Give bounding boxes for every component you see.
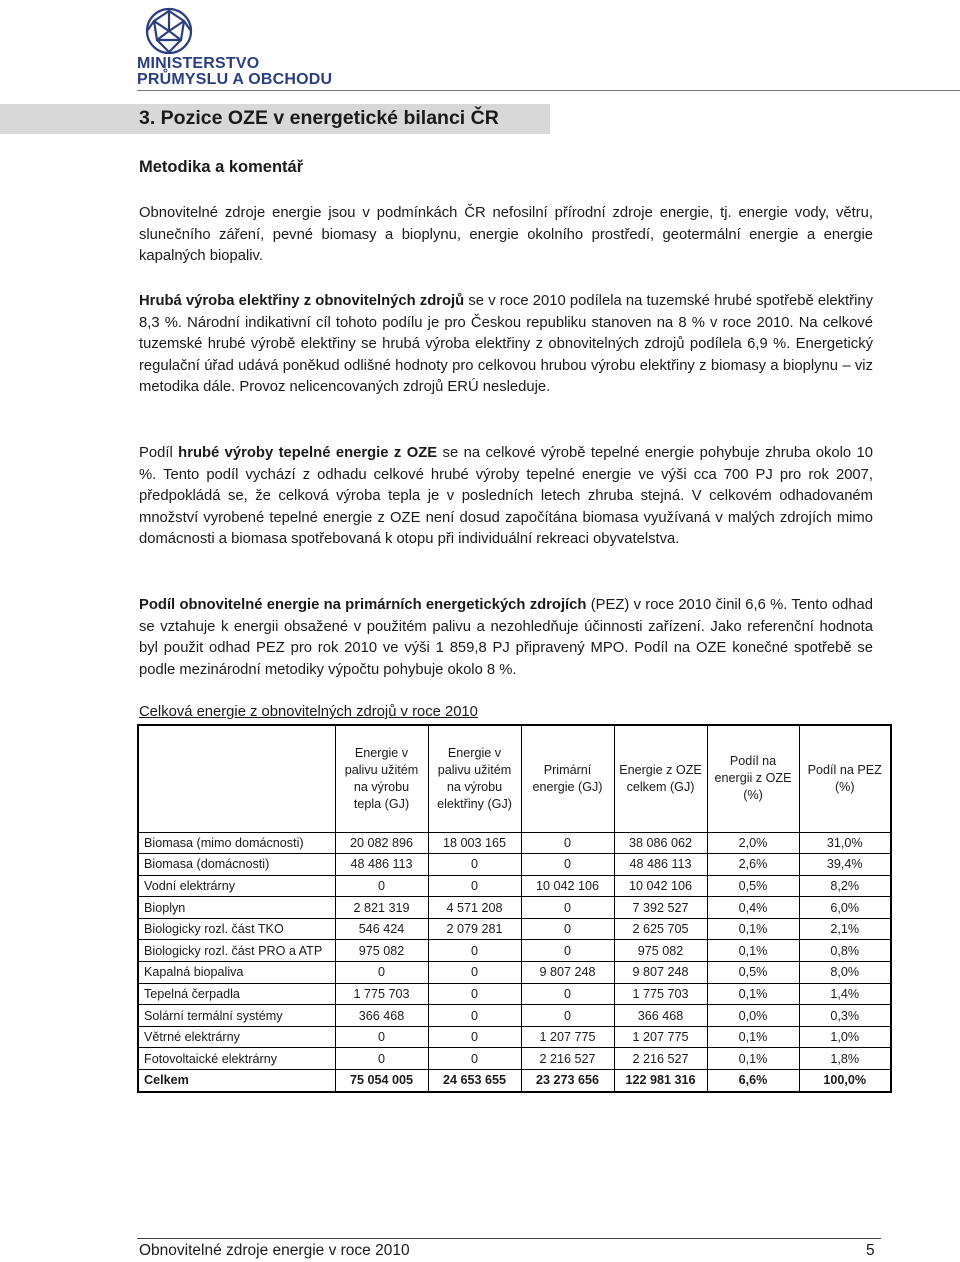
table-cell: 1,8% bbox=[799, 1048, 891, 1070]
bold-phrase: hrubé výroby tepelné energie z OZE bbox=[178, 445, 438, 461]
table-cell: 0 bbox=[428, 1026, 521, 1048]
table-row bbox=[138, 854, 891, 876]
table-cell: 8,2% bbox=[799, 875, 891, 897]
table-row bbox=[138, 897, 891, 919]
geodesic-globe-icon bbox=[143, 6, 195, 56]
table-cell: 0,0% bbox=[707, 1005, 799, 1027]
table-cell: 2 216 527 bbox=[614, 1048, 707, 1070]
table-header-cell: Energie v palivu užitém na výrobu elektřiny (GJ) bbox=[428, 725, 521, 832]
table-cell: 2 079 281 bbox=[428, 918, 521, 940]
table-row bbox=[138, 918, 891, 940]
table-row bbox=[138, 1048, 891, 1070]
table-cell: 1 775 703 bbox=[335, 983, 428, 1005]
page-number: 5 bbox=[866, 1242, 875, 1259]
ministry-logo bbox=[137, 6, 333, 90]
table-row-label: Fotovoltaické elektrárny bbox=[138, 1048, 335, 1070]
table-cell: 20 082 896 bbox=[335, 832, 428, 854]
table-cell: 975 082 bbox=[335, 940, 428, 962]
paragraph-primary-energy: Podíl obnovitelné energie na primárních energetických zdrojích (PEZ) v roce 2010 činil 6,6 %. Tento odhad se vztahuje k energii obsažené v použitém palivu a nezohledňuje účinnosti zařízení. Jako referenční hodnota byl použit odhad PEZ pro rok 2010 ve výši 1 859,8 PJ připravený MPO. Podíl na OZE konečné spotřebě se podle mezinárodní metodiky výpočtu pohybuje okolo 8 %. bbox=[139, 597, 873, 678]
table-cell: 0,1% bbox=[707, 1026, 799, 1048]
paragraph-definition: Obnovitelné zdroje energie jsou v podmínkách ČR nefosilní přírodní zdroje energie, tj. energie vody, větru, slunečního záření, pevné biomasy a bioplynu, energie okolního prostředí, geotermální energie a energie kapalných biopaliv. bbox=[139, 205, 873, 264]
table-cell: 18 003 165 bbox=[428, 832, 521, 854]
table-cell: 0 bbox=[335, 875, 428, 897]
table-cell: 0 bbox=[428, 983, 521, 1005]
table-cell: 0 bbox=[521, 983, 614, 1005]
table-header-cell: Energie z OZE celkem (GJ) bbox=[614, 725, 707, 832]
table-header-cell: Podíl na PEZ (%) bbox=[799, 725, 891, 832]
table-cell: 4 571 208 bbox=[428, 897, 521, 919]
table-cell: 0 bbox=[335, 1026, 428, 1048]
table-cell: 100,0% bbox=[799, 1070, 891, 1092]
table-cell: 10 042 106 bbox=[614, 875, 707, 897]
table-row-label: Bioplyn bbox=[138, 897, 335, 919]
table-cell: 546 424 bbox=[335, 918, 428, 940]
table-cell: 366 468 bbox=[614, 1005, 707, 1027]
table-cell: 0 bbox=[521, 832, 614, 854]
table-cell: 2 216 527 bbox=[521, 1048, 614, 1070]
table-cell: 38 086 062 bbox=[614, 832, 707, 854]
table-row bbox=[138, 875, 891, 897]
bold-phrase: Hrubá výroba elektřiny z obnovitelných zdrojů bbox=[139, 293, 465, 309]
table-cell: 1 775 703 bbox=[614, 983, 707, 1005]
table-row-label: Biologicky rozl. část TKO bbox=[138, 918, 335, 940]
table-cell: 6,6% bbox=[707, 1070, 799, 1092]
table-row bbox=[138, 832, 891, 854]
table-total-row bbox=[138, 1070, 891, 1092]
table-row-label: Celkem bbox=[138, 1070, 335, 1092]
table-cell: 0 bbox=[521, 854, 614, 876]
table-cell: 0,8% bbox=[799, 940, 891, 962]
renewable-energy-table bbox=[137, 724, 892, 1093]
table-cell: 0,1% bbox=[707, 940, 799, 962]
table-cell: 2,0% bbox=[707, 832, 799, 854]
table-cell: 0 bbox=[521, 897, 614, 919]
table-cell: 2,1% bbox=[799, 918, 891, 940]
section-title: 3. Pozice OZE v energetické bilanci ČR bbox=[139, 107, 499, 129]
bold-phrase: Podíl obnovitelné energie na primárních energetických zdrojích bbox=[139, 597, 587, 613]
header-divider bbox=[137, 90, 960, 91]
table-title: Celková energie z obnovitelných zdrojů v roce 2010 bbox=[139, 704, 478, 720]
subheading: Metodika a komentář bbox=[139, 158, 304, 176]
table-row bbox=[138, 962, 891, 984]
table-header-row bbox=[138, 725, 891, 832]
table-row-label: Biomasa (domácnosti) bbox=[138, 854, 335, 876]
table-cell: 0,5% bbox=[707, 962, 799, 984]
table-cell: 0 bbox=[428, 875, 521, 897]
table-row-label: Kapalná biopaliva bbox=[138, 962, 335, 984]
table-cell: 0 bbox=[428, 854, 521, 876]
paragraph-heat: Podíl hrubé výroby tepelné energie z OZE se na celkové výrobě tepelné energie pohybuje zhruba okolo 10 %. Tento podíl vychází z odhadu celkové hrubé výroby tepelné energie ve výši cca 700 PJ pro rok 2007, předpokládá se, že celková výroba tepla je v posledních letech zhruba stejná. V celkovém odhadovaném množství vyrobené tepelné energie z OZE není dosud započítána biomasa využívaná v malých zdrojích mimo domácnosti a biomasa spotřebovaná k otopu při individuální rekreaci obyvatelstva. bbox=[139, 445, 874, 547]
table-row bbox=[138, 983, 891, 1005]
table-row-label: Biomasa (mimo domácnosti) bbox=[138, 832, 335, 854]
table-cell: 48 486 113 bbox=[614, 854, 707, 876]
table-row-label: Tepelná čerpadla bbox=[138, 983, 335, 1005]
logo-text-line2: PRŮMYSLU A OBCHODU bbox=[137, 71, 333, 88]
table-cell: 0 bbox=[335, 1048, 428, 1070]
table-cell: 10 042 106 bbox=[521, 875, 614, 897]
table-cell: 0,1% bbox=[707, 1048, 799, 1070]
table-cell: 975 082 bbox=[614, 940, 707, 962]
table-cell: 2 821 319 bbox=[335, 897, 428, 919]
table-cell: 48 486 113 bbox=[335, 854, 428, 876]
paragraph-electricity: Hrubá výroba elektřiny z obnovitelných zdrojů se v roce 2010 podílela na tuzemské hrubé spotřebě elektřiny 8,3 %. Národní indikativní cíl tohoto podílu je pro Českou republiku stanoven na 8 % v roce 2010. Na celkové tuzemské hrubé výrobě elektřiny se hrubá výroba elektřiny z obnovitelných zdrojů podílela 6,9 %. Energetický regulační úřad udává poněkud odlišné hodnoty pro celkovou hrubou výrobu elektřiny z biomasy a bioplynu – viz metodika dále. Provoz nelicencovaných zdrojů ERÚ nesleduje. bbox=[139, 293, 873, 395]
table-body bbox=[138, 832, 891, 1092]
table-cell: 9 807 248 bbox=[614, 962, 707, 984]
table-cell: 7 392 527 bbox=[614, 897, 707, 919]
table-cell: 24 653 655 bbox=[428, 1070, 521, 1092]
table-cell: 8,0% bbox=[799, 962, 891, 984]
table-cell: 0 bbox=[335, 962, 428, 984]
table-cell: 1 207 775 bbox=[614, 1026, 707, 1048]
table-cell: 0,1% bbox=[707, 918, 799, 940]
table-cell: 1,0% bbox=[799, 1026, 891, 1048]
table-cell: 0 bbox=[521, 1005, 614, 1027]
footer-title: Obnovitelné zdroje energie v roce 2010 bbox=[139, 1242, 410, 1259]
table-cell: 1,4% bbox=[799, 983, 891, 1005]
table-cell: 0,4% bbox=[707, 897, 799, 919]
table-row bbox=[138, 1005, 891, 1027]
table-cell: 0 bbox=[428, 962, 521, 984]
table-row bbox=[138, 940, 891, 962]
table-cell: 75 054 005 bbox=[335, 1070, 428, 1092]
table-header-cell: Primární energie (GJ) bbox=[521, 725, 614, 832]
table-header-cell: Podíl na energii z OZE (%) bbox=[707, 725, 799, 832]
table-cell: 0,3% bbox=[799, 1005, 891, 1027]
table-cell: 0 bbox=[428, 1005, 521, 1027]
table-cell: 23 273 656 bbox=[521, 1070, 614, 1092]
table-row-label: Větrné elektrárny bbox=[138, 1026, 335, 1048]
table-cell: 31,0% bbox=[799, 832, 891, 854]
table-cell: 0 bbox=[521, 918, 614, 940]
table-cell: 122 981 316 bbox=[614, 1070, 707, 1092]
table-row-label: Vodní elektrárny bbox=[138, 875, 335, 897]
table-cell: 39,4% bbox=[799, 854, 891, 876]
table-cell: 0,1% bbox=[707, 983, 799, 1005]
table-cell: 2 625 705 bbox=[614, 918, 707, 940]
table-cell: 2,6% bbox=[707, 854, 799, 876]
table-cell: 0 bbox=[521, 940, 614, 962]
table-cell: 6,0% bbox=[799, 897, 891, 919]
table-cell: 366 468 bbox=[335, 1005, 428, 1027]
table-cell: 9 807 248 bbox=[521, 962, 614, 984]
logo-text-line1: MINISTERSTVO bbox=[137, 55, 260, 72]
table-cell: 0 bbox=[428, 940, 521, 962]
table-cell: 0,5% bbox=[707, 875, 799, 897]
table-header-cell: Energie v palivu užitém na výrobu tepla (GJ) bbox=[335, 725, 428, 832]
footer-divider bbox=[137, 1238, 881, 1239]
table-row-label: Biologicky rozl. část PRO a ATP bbox=[138, 940, 335, 962]
table-row-label: Solární termální systémy bbox=[138, 1005, 335, 1027]
table-cell: 0 bbox=[428, 1048, 521, 1070]
table-row bbox=[138, 1026, 891, 1048]
table-header-cell bbox=[138, 725, 335, 832]
table-cell: 1 207 775 bbox=[521, 1026, 614, 1048]
